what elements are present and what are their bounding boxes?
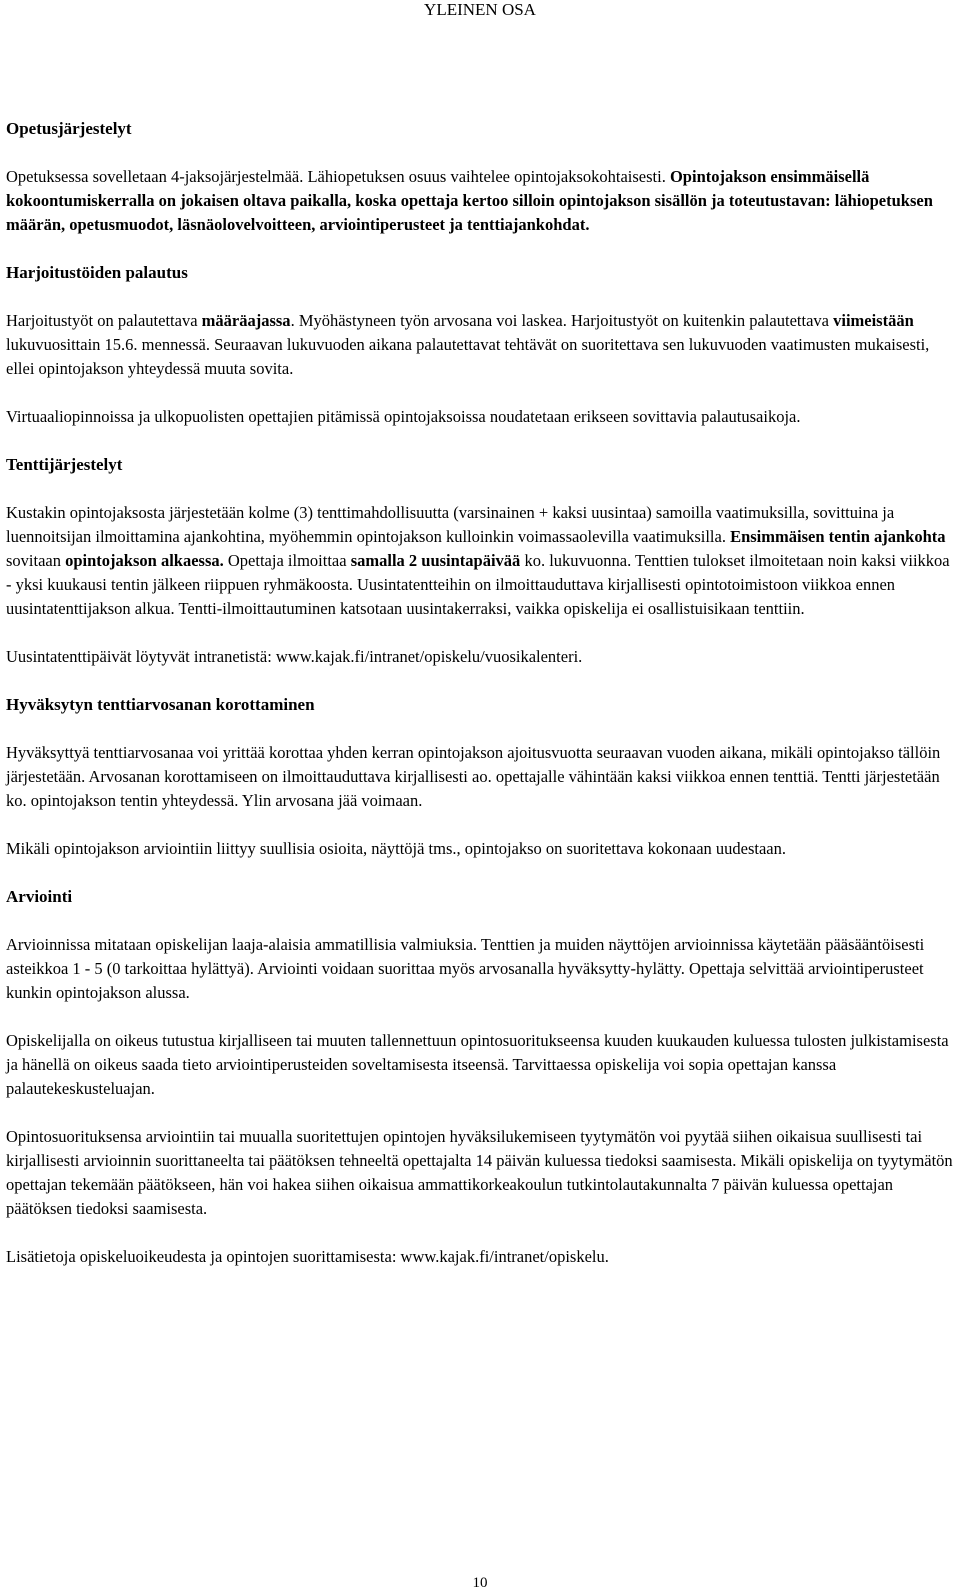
section-title-arviointi: Arviointi bbox=[6, 887, 73, 906]
section-title-korottaminen: Hyväksytyn tenttiarvosanan korottaminen bbox=[6, 695, 315, 714]
text-span: ko. lukuvuonna. Tenttien tulokset ilmoitetaan noin kaksi viikkoa - yksi kuukausi tentin jälkeen riippuen ryhmäkoosta. Uusintatentteihin on ilmoittauduttava kirjallisesti opintotoimistoon viikkoa ennen uusintatenttijakson alkua. Tentti-ilmoittautuminen katsotaan uusintakerraksi, vaikka opiskelija ei osallistuisikaan tenttiin. bbox=[6, 551, 950, 618]
paragraph-korottaminen-2: Mikäli opintojakson arviointiin liittyy suullisia osioita, näyttöjä tms., opintojakso on suoritettava kokonaan uudestaan. bbox=[6, 839, 786, 858]
paragraph-tentti-1 bbox=[6, 501, 956, 621]
bold-text: Opintojakson ensimmäisellä kokoontumiskerralla on jokaisen oltava paikalla, koska opettaja kertoo silloin opintojakson sisällön ja toteutustavan: lähiopetuksen määrän, opetusmuodot, läsnäolovelvoitteen, arviointiperusteet ja tenttiajankohdat. bbox=[6, 167, 933, 234]
paragraph-arviointi-4: Lisätietoja opiskeluoikeudesta ja opintojen suorittamisesta: www.kajak.fi/intranet/opiskelu. bbox=[6, 1247, 609, 1266]
text-span: lukuvuosittain 15.6. mennessä. Seuraavan lukuvuoden aikana palautettavat tehtävät on suoritettava sen lukuvuoden vaatimusten mukaisesti, ellei opintojakson yhteydessä muuta sovita. bbox=[6, 335, 930, 378]
bold-text: Ensimmäisen tentin ajankohta bbox=[730, 527, 946, 546]
section-title-harjoitustoiden-palautus: Harjoitustöiden palautus bbox=[6, 263, 188, 282]
page-number: 10 bbox=[472, 1575, 488, 1591]
paragraph-palautus-2: Virtuaaliopinnoissa ja ulkopuolisten opettajien pitämissä opintojaksoissa noudatetaan erikseen sovittavia palautusaikoja. bbox=[6, 407, 801, 426]
document-body bbox=[6, 117, 956, 1293]
paragraph-korottaminen-1: Hyväksyttyä tenttiarvosanaa voi yrittää korottaa yhden kerran opintojakson ajoitusvuotta seuraavan vuoden aikana, mikäli opintojakso tällöin järjestetään. Arvosanan korottamiseen on ilmoittauduttava kirjallisesti ao. opettajalle vähintään kaksi viikkoa ennen tenttiä. Tentti järjestetään ko. opintojakson tentin yhteydessä. Ylin arvosana jää voimaan. bbox=[6, 743, 941, 810]
section-title-tenttijarjestelyt: Tenttijärjestelyt bbox=[6, 455, 123, 474]
text-span: Harjoitustyöt on palautettava bbox=[6, 311, 202, 330]
text-span: Kustakin opintojaksosta järjestetään kolme (3) tenttimahdollisuutta (varsinainen + kaksi uusintaa) samoilla vaatimuksilla, sovittuina ja luennoitsijan ilmoittamina ajankohtina, myöhemmin opintojakson kulloinkin voimassaolevilla vaatimuksilla. bbox=[6, 503, 895, 546]
paragraph-opetusjarjestelyt bbox=[6, 165, 956, 237]
paragraph-palautus-1 bbox=[6, 309, 956, 381]
text-span: . Myöhästyneen työn arvosana voi laskea. Harjoitustyöt on kuitenkin palautettava bbox=[290, 311, 834, 330]
paragraph-arviointi-1: Arvioinnissa mitataan opiskelijan laaja-alaisia ammatillisia valmiuksia. Tenttien ja muiden näyttöjen arvioinnissa käytetään pääsääntöisesti asteikkoa 1 - 5 (0 tarkoittaa hylättyä). Arviointi voidaan suorittaa myös arvosanalla hyväksytty-hylätty. Opettaja selvittää arviointiperusteet kunkin opintojakson alussa. bbox=[6, 935, 925, 1002]
section-title-opetusjarjestelyt: Opetusjärjestelyt bbox=[6, 119, 132, 138]
paragraph-arviointi-2: Opiskelijalla on oikeus tutustua kirjalliseen tai muuten tallennettuun opintosuoritukseensa kuuden kuukauden kuluessa tulosten julkistamisesta ja hänellä on oikeus saada tieto arviointiperusteiden soveltamisesta itseensä. Tarvittaessa opiskelija voi sopia opettajan kanssa palautekeskusteluajan. bbox=[6, 1031, 949, 1098]
text-span: sovitaan bbox=[6, 551, 66, 570]
bold-text: viimeistään bbox=[833, 311, 914, 330]
bold-text: määräajassa bbox=[201, 311, 291, 330]
paragraph-arviointi-3: Opintosuorituksensa arviointiin tai muualla suoritettujen opintojen hyväksilukemiseen tyytymätön voi pyytää siihen oikaisua suullisesti tai kirjallisesti arvioinnin suorittaneelta tai päätöksen tehneeltä opettajalta 14 päivän kuluessa tiedoksi saamisesta. Mikäli opiskelija on tyytymätön opettajan tekemään päätökseen, hän voi hakea siihen oikaisua ammattikorkeakoulun tutkintolautakunnalta 7 päivän kuluessa opettajan päätöksen tiedoksi saamisesta. bbox=[6, 1127, 953, 1218]
text-span: Opettaja ilmoittaa bbox=[223, 551, 351, 570]
page-header: YLEINEN OSA bbox=[424, 0, 536, 19]
bold-text: samalla 2 uusintapäivää bbox=[350, 551, 521, 570]
bold-text: opintojakson alkaessa. bbox=[65, 551, 224, 570]
paragraph-tentti-2: Uusintatenttipäivät löytyvät intranetistä: www.kajak.fi/intranet/opiskelu/vuosikalenteri. bbox=[6, 647, 583, 666]
text-span: Opetuksessa sovelletaan 4-jaksojärjestelmää. Lähiopetuksen osuus vaihtelee opintojaksokohtaisesti. bbox=[6, 167, 666, 186]
